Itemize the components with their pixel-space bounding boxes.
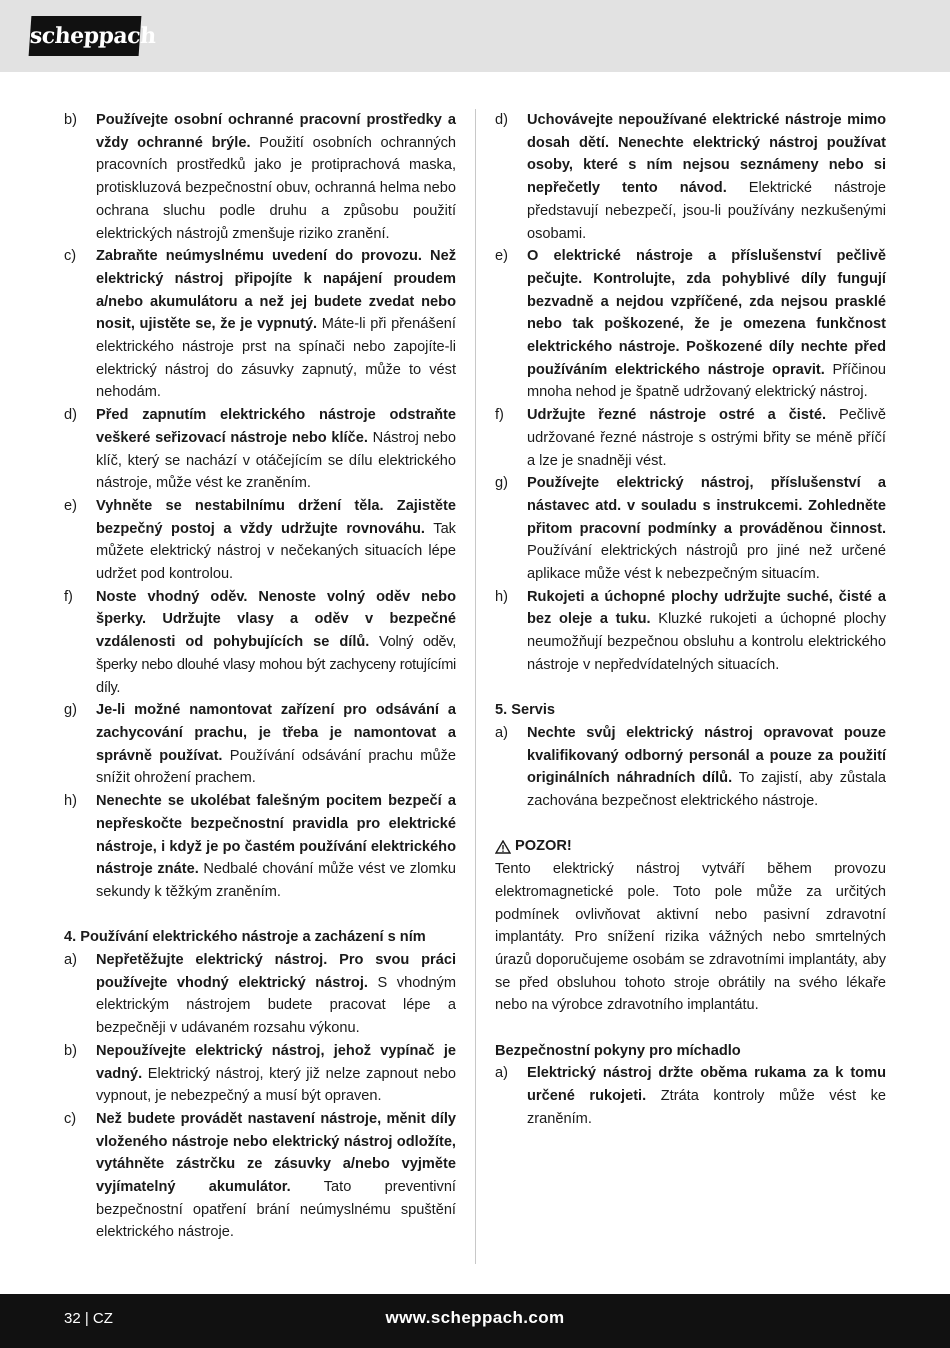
list-item [64,109,456,245]
item-text: Elektrický nástroj, který již nelze zapnout nebo vypnout, je nebezpečný a musí být opraven. [96,1065,456,1105]
list-item [64,404,456,495]
item-bold-text: Nepřetěžujte elektrický nástroj. Pro svou práci používejte vhodný elektrický nástroj. [96,952,456,991]
item-bold-text: O elektrické nástroje a příslušenství pečlivě pečujte. Kontrolujte, zda pohyblivé díly fungují bezvadně a nejdou vzpříčené, zda nejsou prasklé nebo tak poškozené, že je omezena funkčnost elektrického nástroje. Poškozené díly nechte před používáním elektrického nástroje opravit. [527,248,886,378]
item-letter: d) [495,112,508,128]
item-letter: g) [495,475,508,492]
item-letter: c) [64,248,77,265]
list-item [64,699,456,790]
item-text: Pečlivě udržované řezné nástroje s ostrými břity se méně příčí a lze je snadněji vést. [527,407,886,469]
section-4-title: 4. Používání elektrického nástroje a zacházení s ním [64,929,426,946]
list-item [495,109,886,245]
item-text: Používání elektrických nástrojů pro jiné než určené aplikace může vést k nebezpečným situacím. [527,543,886,583]
item-text: Použití osobních ochranných pracovních prostředků jako je protiprachová maska, protiskluzová bezpečnostní obuv, ochranná helma nebo ochrana sluchu podle druhu a způsobu použití elektrických nástrojů zmenšuje riziko zranění. [96,134,456,242]
item-bold-text: Než budete provádět nastavení nástroje, měnit díly vloženého nástroje nebo elektrický nástroj odložíte, vytáhněte zástrčku ze zásuvky a/nebo vyjměte vyjímatelný akumulátor. [96,1110,456,1196]
item-letter: a) [495,1065,508,1082]
item-bold-text: Noste vhodný oděv. Nenoste volný oděv nebo šperky. Udržujte vlasy a oděv v bezpečné vzdálenosti od pohybujících se dílů. [96,588,456,651]
list-item [64,949,456,1040]
item-letter: e) [495,248,508,265]
brand-logo: scheppach [29,16,142,56]
item-bold-text: Uchovávejte nepoužívané elektrické nástroje mimo dosah dětí. Nenechte elektrický nástroj používat osoby, které s ním nejsou seznámeny nebo si nepřečetly tento návod. [527,112,886,197]
list-item [64,1040,456,1108]
list-item [495,722,886,813]
item-bold-text: Používejte osobní ochranné pracovní prostředky a vždy ochranné brýle. [96,112,456,151]
item-letter: a) [495,724,508,741]
item-bold-text: Vyhněte se nestabilnímu držení těla. Zajistěte bezpečný postoj a vždy udržujte rovnováhu. [96,497,456,537]
item-letter: b) [64,1042,77,1059]
item-bold-text: Je-li možné namontovat zařízení pro odsávání a zachycování prachu, je třeba je namontovat a správně používat. [96,702,456,764]
item-text: Elektrické nástroje představují nebezpečí, jsou-li používány nezkušenými osobami. [527,180,886,242]
item-letter: h) [64,793,77,810]
item-text: Příčinou mnoha nehod je špatně udržovaný elektrický nástroj. [527,361,886,401]
item-text: Nedbalé chování může vést ve zlomku sekundy k těžkým zraněním. [96,861,456,900]
list-item [64,1108,456,1244]
list-item [495,245,886,404]
item-bold-text: Rukojeti a úchopné plochy udržujte suché, čisté a bez oleje a tuku. [527,588,886,628]
list-item [495,472,886,586]
website-link[interactable]: www.scheppach.com [385,1308,565,1327]
item-text: Tato preventivní bezpečnostní opatření brání neúmyslnému spuštění elektrického nástroje. [96,1179,456,1241]
item-text: S vhodným elektrickým nástrojem budete pracovat lépe a bezpečněji v udávaném rozsahu výkonu. [96,974,456,1037]
item-text: Tak můžete elektrický nástroj v nečekaných situacích lépe udržet pod kontrolou. [96,520,456,583]
item-bold-text: Udržujte řezné nástroje ostré a čisté. [527,407,827,424]
list-item [495,1062,886,1130]
list-item [64,245,456,404]
item-bold-text: Elektrický nástroj držte oběma rukama za k tomu určené rukojeti. [527,1065,886,1105]
list-item [495,404,886,472]
page-number: 32 | CZ [64,1310,113,1327]
item-bold-text: Nepoužívejte elektrický nástroj, jehož vypínač je vadný. [96,1042,456,1082]
list-item [64,495,456,586]
warning-heading [495,835,886,858]
item-letter: c) [64,1110,77,1127]
item-letter: f) [64,588,73,605]
item-text: Máte-li při přenášení elektrického nástroje prst na spínači nebo zapojíte-li elektrický nástroj do zásuvky zapnutý, může to vést nehodám. [96,316,456,401]
item-bold-text: Nechte svůj elektrický nástroj opravovat pouze kvalifikovaný odborný personál a pouze za použití originálních náhradních dílů. [527,724,886,787]
list-item [495,586,886,677]
right-column [495,109,886,1131]
page-header [0,0,950,72]
item-letter: h) [495,588,508,605]
item-letter: d) [64,407,77,424]
warning-text: Tento elektrický nástroj vytváří během provozu elektromagnetické pole. Toto pole může za určitých podmínek ovlivňovat aktivní nebo pasivní zdravotní implantáty. Pro snížení rizika vážných nebo smrtelných úrazů doporučujeme osobám se zdravotními implantáty, aby se před obsluhou tohoto stroje obrátily na svého lékaře nebo na výrobce zdravotního implantátu. [495,861,886,1014]
item-bold-text: Nenechte se ukolébat falešným pocitem bezpečí a nepřeskočte bezpečnostní pravidla pro elektrické nástroje, i když je po častém používání elektrického nástroje znáte. [96,793,456,878]
item-letter: g) [64,702,77,719]
item-bold-text: Před zapnutím elektrického nástroje odstraňte veškeré seřizovací nástroje nebo klíče. [96,407,456,446]
column-divider [475,109,476,1264]
section-5-title: 5. Servis [495,702,556,719]
item-text: Používání odsávání prachu může snížit ohrožení prachem. [96,747,456,787]
item-text: Ztráta kontroly může vést ke zraněním. [527,1088,886,1127]
item-letter: f) [495,407,504,424]
list-item [64,790,456,904]
mixer-section-title: Bezpečnostní pokyny pro míchadlo [495,1042,741,1059]
item-text: To zajistí, aby zůstala zachována bezpečnost elektrického nástroje. [527,770,886,810]
warning-triangle-icon [495,840,511,854]
item-bold-text: Zabraňte neúmyslnému uvedení do provozu. Než elektrický nástroj připojíte k napájení proudem a/nebo akumulátoru a než jej budete zvedat nebo nosit, ujistěte se, že je vypnutý. [96,248,456,333]
list-item [64,586,456,700]
item-letter: a) [64,952,77,968]
left-column [64,109,456,1244]
item-letter: e) [64,497,77,514]
page-footer [0,1294,950,1348]
item-text: Volný oděv, šperky nebo dlouhé vlasy mohou být zachyceny rotujícími díly. [96,634,457,696]
item-letter: b) [64,112,77,128]
item-text: Kluzké rukojeti a úchopné plochy neumožňují bezpečnou obsluhu a kontrolu elektrického nástroje v nepředvídatelných situacích. [527,611,886,673]
item-bold-text: Používejte elektrický nástroj, příslušenství a nástavec atd. v souladu s instrukcemi. Zohledněte přitom pracovní podmínky a prováděnou činnost. [527,475,886,537]
item-text: Nástroj nebo klíč, který se nachází v otáčejícím se dílu elektrického nástroje, může vést ke zraněním. [96,429,456,492]
warning-title: POZOR! [515,838,572,855]
